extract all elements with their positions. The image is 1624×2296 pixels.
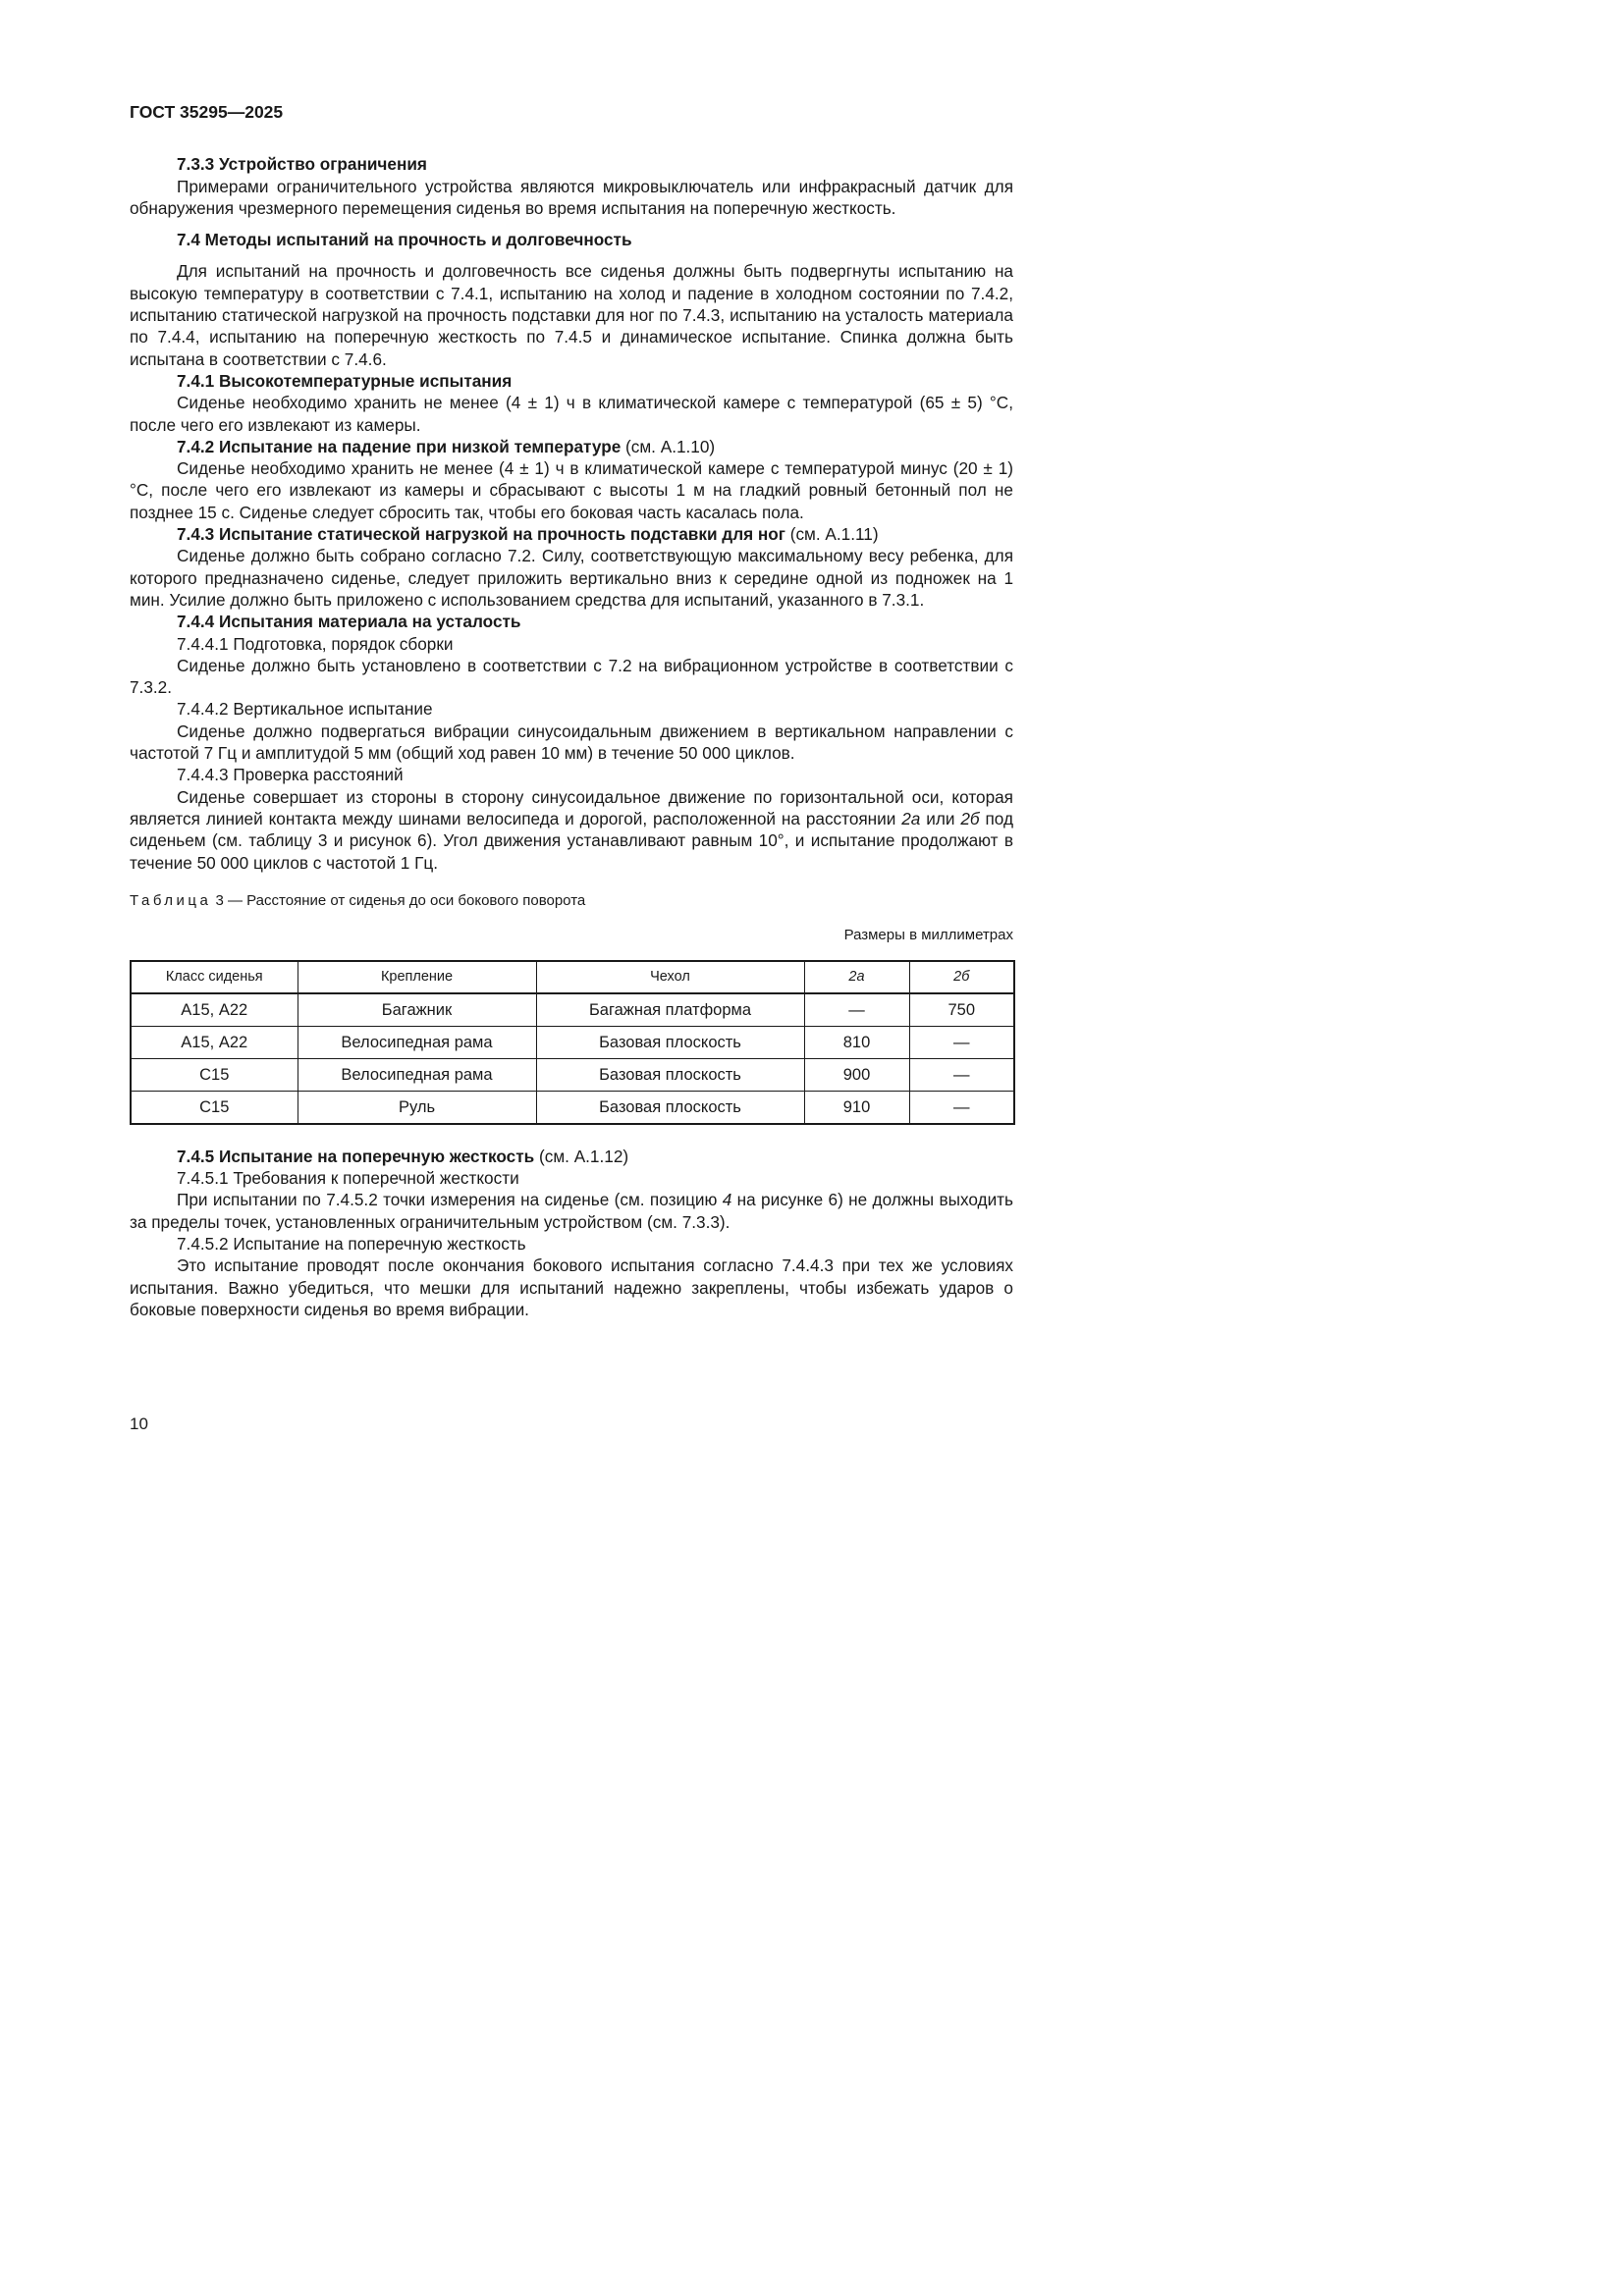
text-run: Сиденье совершает из стороны в сторону синусоидальное движение по горизонтальной оси, которая является линией контакта между шинами велосипеда и дорогой, расположенной на расстоянии	[130, 786, 1013, 828]
table-cell: Базовая плоскость	[536, 1091, 804, 1124]
column-header: Крепление	[298, 961, 536, 993]
section-7-4-2-title: 7.4.2 Испытание на падение при низкой температуре	[177, 436, 622, 456]
text-run: на рисунке 6) не должны выходить за пределы точек, установленных ограничительным устройством (см. 7.3.3).	[130, 1190, 1013, 1232]
section-7-4-5-2-title: 7.4.5.2 Испытание на поперечную жесткость	[177, 1233, 526, 1254]
table-row	[131, 1091, 1014, 1124]
text-run: под сиденьем (см. таблицу 3 и рисунок 6). Угол движения устанавливают равным 10°, и испытание продолжают в течение 50 000 циклов с частотой 1 Гц.	[130, 808, 1013, 873]
section-7-4-3-ref: (см. А.1.11)	[785, 524, 879, 545]
section-7-4-2-text: Сиденье необходимо хранить не менее (4 ± 1) ч в климатической камере с температурой минус (20 ± 1) °С, после чего его извлекают из камеры и сбрасывают с высоты 1 м на гладкий ровный бетонный пол не позднее 15 с. Сиденье следует сбросить так, чтобы его боковая часть касалась пола.	[130, 458, 1013, 522]
section-7-4-1-text: Сиденье необходимо хранить не менее (4 ± 1) ч в климатической камере с температурой (65 ± 5) °С, после чего его извлекают из камеры.	[130, 393, 1013, 435]
table-cell: 810	[804, 1026, 909, 1058]
table-cell: —	[804, 993, 909, 1027]
table-cell: Базовая плоскость	[536, 1026, 804, 1058]
page-number: 10	[130, 1415, 148, 1433]
variable-2a: 2а	[848, 969, 865, 986]
table-cell: 910	[804, 1091, 909, 1124]
document-page	[0, 0, 1094, 1546]
section-7-4-2-ref: (см. А.1.10)	[621, 436, 716, 456]
position-number: 4	[722, 1190, 732, 1210]
section-7-4-4-3-title: 7.4.4.3 Проверка расстояний	[177, 765, 404, 785]
section-7-3-3-title: 7.3.3 Устройство ограничения	[177, 154, 427, 175]
table-row	[131, 993, 1014, 1027]
table-cell: —	[909, 1091, 1014, 1124]
table-caption-text: 3 — Расстояние от сиденья до оси бокового поворота	[211, 891, 586, 909]
table-cell: —	[909, 1026, 1014, 1058]
variable-2a: 2а	[901, 808, 921, 828]
section-7-4-4-title: 7.4.4 Испытания материала на усталость	[177, 612, 521, 632]
table-cell: С15	[131, 1091, 298, 1124]
table-cell: 750	[909, 993, 1014, 1027]
column-header: Чехол	[536, 961, 804, 993]
section-7-4-1-title: 7.4.1 Высокотемпературные испытания	[177, 370, 513, 391]
table-cell: Руль	[298, 1091, 536, 1124]
section-7-4-3-heading	[130, 523, 1013, 545]
section-7-4-5-1-title: 7.4.5.1 Требования к поперечной жесткости	[177, 1168, 519, 1189]
section-7-4-text: Для испытаний на прочность и долговечность все сиденья должны быть подвергнуты испытанию на высокую температуру в соответствии с 7.4.1, испытанию на холод и падение в холодном состоянии по 7.4.2, испытанию статической нагрузкой на прочность подставки для ног по 7.4.3, испытанию на усталость материала по 7.4.4, испытанию на поперечную жесткость по 7.4.5 и динамическое испытание. Спинка должна быть испытана в соответствии с 7.4.6.	[130, 261, 1013, 369]
section-7-4-5-1-text	[130, 1189, 1013, 1233]
section-7-4-4-2-title: 7.4.4.2 Вертикальное испытание	[177, 699, 433, 720]
table-cell: С15	[131, 1058, 298, 1091]
table-header-row	[131, 961, 1014, 993]
table-caption-word: Таблица	[130, 891, 212, 909]
variable-2b: 2б	[953, 969, 970, 986]
section-7-4-4-2-text: Сиденье должно подвергаться вибрации синусоидальным движением в вертикальном направлении с частотой 7 Гц и амплитудой 5 мм (общий ход равен 10 мм) в течение 50 000 циклов.	[130, 721, 1013, 764]
section-7-4-4-1-title: 7.4.4.1 Подготовка, порядок сборки	[177, 633, 454, 654]
variable-2b: 2б	[960, 808, 980, 828]
section-7-4-5-heading	[130, 1146, 1013, 1167]
table-cell: А15, А22	[131, 993, 298, 1027]
table-cell: Велосипедная рама	[298, 1058, 536, 1091]
column-header	[804, 961, 909, 993]
table-cell: Базовая плоскость	[536, 1058, 804, 1091]
section-7-4-3-text: Сиденье должно быть собрано согласно 7.2. Силу, соответствующую максимальному весу ребенка, для которого предназначено сиденье, следует приложить вертикально вниз к середине одной из подножек на 1 мин. Усилие должно быть приложено с использованием средства для испытаний, указанного в 7.3.1.	[130, 546, 1013, 610]
section-7-4-4-3-text	[130, 786, 1013, 874]
section-7-4-4-1-text: Сиденье должно быть установлено в соответствии с 7.2 на вибрационном устройстве в соответствии с 7.3.2.	[130, 655, 1013, 698]
column-header	[909, 961, 1014, 993]
section-7-4-5-2-text: Это испытание проводят после окончания бокового испытания согласно 7.4.4.3 при тех же условиях испытания. Важно убедиться, что мешки для испытаний надежно закреплены, чтобы избежать ударов о боковые поверхности сиденья во время вибрации.	[130, 1255, 1013, 1319]
table-cell: —	[909, 1058, 1014, 1091]
section-7-4-5-title: 7.4.5 Испытание на поперечную жесткость	[177, 1146, 535, 1166]
table-3-caption	[130, 891, 1013, 911]
table-cell: Багажник	[298, 993, 536, 1027]
section-7-4-3-title: 7.4.3 Испытание статической нагрузкой на прочность подставки для ног	[177, 524, 785, 545]
column-header: Класс сиденья	[131, 961, 298, 993]
table-cell: 900	[804, 1058, 909, 1091]
table-cell: А15, А22	[131, 1026, 298, 1058]
document-code-header: ГОСТ 35295—2025	[130, 102, 284, 122]
table-row	[131, 1058, 1014, 1091]
table-row	[131, 1026, 1014, 1058]
table-cell: Багажная платформа	[536, 993, 804, 1027]
table-3	[130, 960, 1015, 1125]
text-run: или	[920, 808, 961, 828]
section-7-3-3-text: Примерами ограничительного устройства являются микровыключатель или инфракрасный датчик для обнаружения чрезмерного перемещения сиденья во время испытания на поперечную жесткость.	[130, 176, 1013, 218]
section-7-4-5-ref: (см. А.1.12)	[534, 1146, 629, 1166]
section-7-4-title: 7.4 Методы испытаний на прочность и долговечность	[177, 230, 632, 250]
table-3-units: Размеры в миллиметрах	[843, 926, 1013, 943]
table-cell: Велосипедная рама	[298, 1026, 536, 1058]
section-7-4-2-heading	[130, 436, 1013, 457]
text-run: При испытании по 7.4.5.2 точки измерения на сиденье (см. позицию	[177, 1190, 723, 1210]
